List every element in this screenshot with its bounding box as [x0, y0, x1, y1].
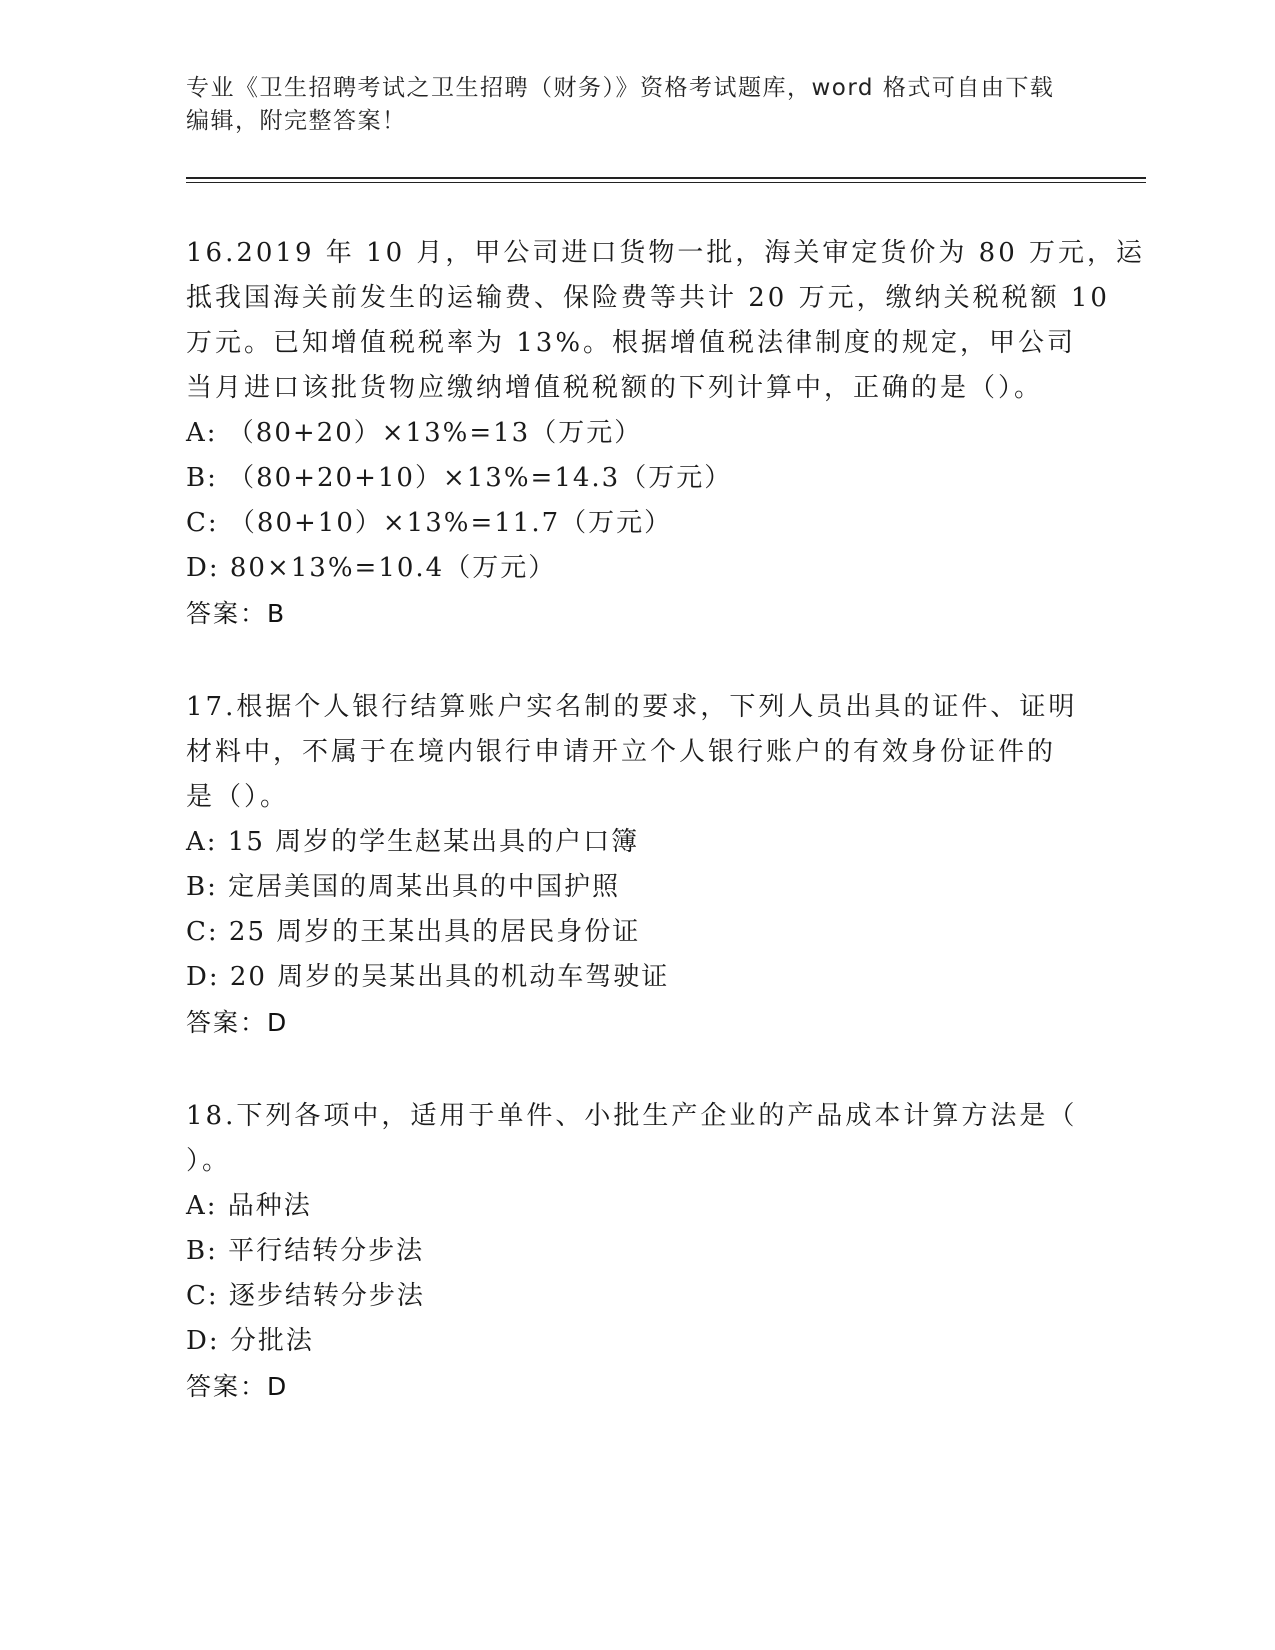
option-d: D: 20 周岁的吴某出具的机动车驾驶证 — [186, 962, 670, 992]
question-text-line: ）。 — [186, 1146, 232, 1176]
answer-label: 答案：D — [186, 1372, 289, 1401]
question-text-line: 18.下列各项中，适用于单件、小批生产企业的产品成本计算方法是（ — [186, 1101, 1078, 1131]
question-text-line: 万元。已知增值税税率为 13%。根据增值税法律制度的规定，甲公司 — [186, 328, 1077, 358]
option-b: B: （80+20+10）×13%=14.3（万元） — [186, 463, 733, 493]
answer-label: 答案：B — [186, 599, 287, 628]
option-a: A: （80+20）×13%=13（万元） — [186, 418, 643, 448]
question-17 — [186, 685, 1086, 1045]
header-line-2: 编辑，附完整答案！ — [186, 108, 407, 134]
question-16 — [186, 231, 1146, 636]
question-text-line: 16.2019 年 10 月，甲公司进口货物一批，海关审定货价为 80 万元，运 — [186, 238, 1146, 268]
question-text-line: 17.根据个人银行结算账户实名制的要求，下列人员出具的证件、证明 — [186, 692, 1078, 722]
header-divider-thick — [186, 177, 1146, 179]
document-header — [186, 72, 1086, 138]
question-text-line: 是（）。 — [186, 782, 290, 812]
question-text-line: 抵我国海关前发生的运输费、保险费等共计 20 万元，缴纳关税税额 10 — [186, 283, 1110, 313]
option-a: A: 品种法 — [186, 1191, 312, 1221]
question-18 — [186, 1094, 1086, 1409]
question-text-line: 当月进口该批货物应缴纳增值税税额的下列计算中，正确的是（）。 — [186, 373, 1044, 403]
answer-label: 答案：D — [186, 1008, 289, 1037]
option-c: C: （80+10）×13%=11.7（万元） — [186, 508, 673, 538]
option-c: C: 25 周岁的王某出具的居民身份证 — [186, 917, 641, 947]
option-c: C: 逐步结转分步法 — [186, 1281, 425, 1311]
question-text-line: 材料中，不属于在境内银行申请开立个人银行账户的有效身份证件的 — [186, 737, 1057, 767]
option-b: B: 平行结转分步法 — [186, 1236, 425, 1266]
header-line-1: 专业《卫生招聘考试之卫生招聘（财务）》资格考试题库，word 格式可自由下载 — [186, 75, 1055, 101]
option-a: A: 15 周岁的学生赵某出具的户口簿 — [186, 827, 640, 857]
option-d: D: 分批法 — [186, 1326, 314, 1356]
option-d: D: 80×13%=10.4（万元） — [186, 553, 557, 583]
header-divider-thin — [186, 182, 1146, 183]
option-b: B: 定居美国的周某出具的中国护照 — [186, 872, 621, 902]
